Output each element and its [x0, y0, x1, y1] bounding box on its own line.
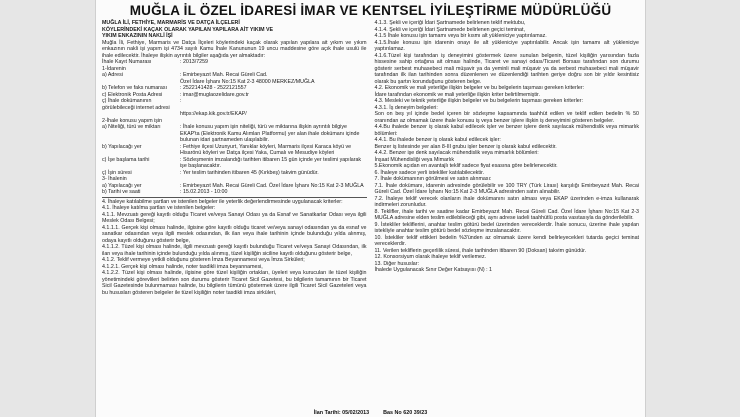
tender-detail-value: : Emirbeyazıt Mah. Recai Güreli Cad.: [180, 72, 268, 78]
article-paragraph: 10. İstekliler teklif ettikleri bedelin %3'ünden az olmamak üzere kendi belirleyecekleri tutarda geçici teminat vereceklerdir.: [374, 234, 639, 247]
criteria-paragraph: 4.1.2.1. Gerçek kişi olması halinde, noter tasdikli imza beyannamesi,: [102, 263, 263, 270]
article-paragraph: Benzer iş listesinde yer alan 8-III grubu işler benzer iş olarak kabul edilecektir.: [374, 143, 557, 150]
tender-detail-label: a) Yapılacağı yer: [102, 182, 142, 189]
article-paragraph: 9. İstekliler tekliflerini, anahtar teslim götürü bedel üzerinden vereceklerdir. İhale sonucu, üzerine ihale yapılan istekliyle anahtar teslim götürü bedel sözleşme imzalanacaktır.: [374, 221, 639, 234]
press-number: Bas No 620 39/23: [383, 410, 428, 416]
tender-detail-label: c) Elektronik Posta Adresi: [102, 91, 163, 98]
article-paragraph: İdare tarafından ekonomik ve mali yeterliğe ilişkin kriter belirtilmemiştir.: [374, 91, 540, 98]
tender-detail-row: [102, 124, 367, 144]
criteria-paragraph: 4.1.2.2. Tüzel kişi olması halinde, ilgisine göre tüzel kişiliğin ortakları, üyeleri veya kurucuları ile tüzel kişiliğin yönetimindeki görevlileri belirten son durumu gösterir Ticaret Sicil Gazetesi, bu bilgilerin tamamının bir Ticaret Sicil Gazetesinde bulunmaması halinde, bu bilgilerin tümünü göstermek üzere ilgili Ticaret Sicil Gazeteleri veya bu hususları gösteren belgeler ile tüzel kişiliğin noter tasdikli imza sirküleri,: [102, 270, 367, 296]
tender-detail-label: c) İşe başlama tarihi: [102, 156, 150, 163]
tender-detail-value: : Fethiye ilçesi Uzunyurt, Yanıklar köyleri, Marmaris ilçesi Karaca köyü ve Hisarönü köyleri ve Datça ilçesi Yaka, Cumalı ve Mesudiye köyleri: [180, 143, 352, 156]
tender-detail-label: 3- İhalenin: [102, 176, 127, 182]
tender-detail-value: Özel İdare İşhanı No:15 Kat 2-3 48000 MERKEZ/MUĞLA: [180, 78, 315, 85]
article-paragraph: 4.1.3. Şekli ve içeriği İdari Şartnamede belirlenen teklif mektubu,: [374, 20, 526, 26]
tender-detail-value: : 15.02.2013 - 10:00: [180, 189, 228, 195]
article-paragraph: 4.4.1. Bu ihalede benzer iş olarak kabul edilecek işler:: [374, 137, 501, 143]
tender-detail-label: ç) İhale dokümanının görülebileceği internet adresi: [102, 98, 170, 111]
article-paragraph: 4.4.2. Benzer işe denk sayılacak mühendislik veya mimarlık bölümleri:: [374, 150, 539, 156]
tender-detail-value: : 2522141428 - 2522121557: [180, 85, 247, 91]
intro-heading-line: YIKIM ENKAZININ NAKLİ İŞİ: [102, 33, 173, 39]
tender-detail-label: b) Tarihi ve saati: [102, 189, 141, 195]
tender-details: [102, 59, 367, 196]
intro-heading-line: KÖYLERİNDEKİ KAÇAK OLARAK YAPILAN YAPILARA AİT YIKIM VE: [102, 26, 274, 33]
left-column: [102, 20, 367, 296]
tender-detail-row: [102, 144, 367, 157]
tender-detail-label: 2-İhale konusu yapım işin: [102, 117, 163, 124]
article-paragraph: 11. Verilen tekliflerin geçerlilik süresi, ihale tarihinden itibaren 90 (Doksan) takvim günüdür.: [374, 247, 587, 254]
tender-detail-value: : Sözleşmenin imzalandığı tarihten itibaren 15 gün içinde yer teslimi yapılarak işe başlanacaktır.: [180, 156, 362, 169]
tender-detail-value: :: [180, 98, 182, 104]
criteria-paragraph: 4. İhaleye katılabilme şartları ve istenilen belgeler ile yeterlik değerlendirmesinde uygulanacak kriterler:: [102, 198, 343, 205]
article-paragraph: İnşaat Mühendisliği veya Mimarlık: [374, 156, 454, 163]
article-paragraph: 6. İhaleye sadece yerli istekliler katılabilecektir.: [374, 169, 485, 176]
article-paragraph: 7. İhale dokümanının görülmesi ve satın alınması:: [374, 176, 492, 182]
tender-detail-value: : İhale konusu yapım işin niteliği, türü ve miktarına ilişkin ayrıntılı bilgiye EKAP'ta (Elektronik Kamu Alımları Platformu) yer alan ihale dokümanı içinde bulunan idari şartnameden ulaşılabilir.: [180, 124, 360, 143]
intro-heading-line: MUĞLA İLİ, FETHİYE, MARMARİS VE DATÇA İLÇELERİ: [102, 20, 240, 26]
article-paragraph: 4.3.1. İş deneyim belgeleri:: [374, 104, 438, 111]
article-paragraph: 4.1.6.Tüzel kişi tarafından iş deneyimini göstermek üzere sunulan belgenin, tüzel kişiliğin yarısından fazla hissesine sahip ortağına ait olması halinde, Ticaret ve sanayi odası/Ticaret Borsası tarafından son durumu gösterir serbest muhasebeci mali müşavir ya da yeminli mali müşavir ya da serbest muhasebeci mali müşavir tarafından ilk ilan tarihinden sonra düzenlenen ve düzenlendiği tarihten geriye doğru son bir yıldır kesintisiz olarak bu şartın korunduğunu gösteren belge.: [374, 52, 639, 85]
article-paragraph: 8. Teklifler, ihale tarihi ve saatine kadar Emirbeyazıt Mah. Recai Güreli Cad. Özel İdare İşhanı No:15 Kat 2-3 MUĞLA adresine elden teslim edilebileceği gibi, aynı adrese iadeli taahhütlü posta vasıtasıyla da gönderilebilir.: [374, 208, 639, 221]
tender-detail-value: : Emirbeyazıt Mah. Recai Güreli Cad. Özel İdare İşhanı No:15 Kat 2-3 MUĞLA: [180, 182, 364, 189]
tender-detail-label: a) Niteliği, türü ve miktarı: [102, 124, 161, 130]
clipping-footer: [102, 410, 639, 416]
intro-paragraph: Muğla İli, Fethiye, Marmaris ve Datça İlçeleri köylerindeki kaçak olarak yapılan yapılara ait yıkım ve yıkım enkazının nakli işi yapım işi 4734 sayılı Kamu İhale Kanununun 19 uncu maddesine göre açık ihale usulü ile ihale edilecektir. İhaleye ilişkin ayrıntılı bilgiler aşağıda yer almaktadır:: [102, 39, 367, 59]
article-paragraph: 4.2. Ekonomik ve mali yeterliğe ilişkin belgeler ve bu belgelerin taşıması gereken kriterler:: [374, 85, 585, 91]
tender-detail-value: : 2013/7259: [180, 59, 208, 65]
tender-detail-value: : imar@muglaozelidare.gov.tr: [180, 91, 249, 98]
criteria-paragraph: 4.1. İhaleye katılma şartları ve istenilen belgeler:: [102, 205, 216, 211]
tender-detail-value: : Yer teslim tarihinden itibaren 45 (Kırkbeş) takvim günüdür.: [180, 169, 319, 176]
tender-detail-label: a) Adresi: [102, 72, 123, 78]
announcement-body: [102, 20, 639, 296]
article-paragraph: Son on beş yıl içinde bedel içeren bir sözleşme kapsamında taahhüt edilen ve teklif edilen bedelin % 50 oranından az olmamak üzere ihale konusu iş veya benzer işlere ilişkin iş deneyimini gösteren belgeler.: [374, 111, 639, 124]
article-paragraph: 7.1. İhale dokümanı, idarenin adresinde görülebilir ve 100 TRY (Türk Lirası) karşılığı Emirbeyazıt Mah. Recai Güreli Cad. Özel İdare İşhanı No:15 Kat 2-3 MUĞLA adresinden satın alınabilir.: [374, 182, 639, 195]
page-title: MUĞLA İL ÖZEL İDARESİ İMAR VE KENTSEL İYİLEŞTİRME MÜDÜRLÜĞÜ: [129, 3, 612, 18]
criteria-paragraph: 4.1.1.2. Tüzel kişi olması halinde, ilgili mevzuatı gereği kayıtlı bulunduğu Ticaret ve/veya Sanayi Odasından, ilk ilan veya ihale tarihinin içinde bulunduğu yılda alınmış, tüzel kişiliğin siciline kayıtlı olduğunu gösterir belge,: [102, 244, 367, 257]
intro-heading: [102, 20, 367, 40]
tender-detail-label: b) Yapılacağı yer: [102, 143, 142, 150]
article-paragraph: 7.2. İhaleye teklif verecek olanların ihale dokümanını satın alması veya EKAP üzerinden e-imza kullanarak indirmeleri zorunludur.: [374, 195, 639, 208]
tender-detail-row: [102, 98, 367, 111]
announcement-date: İlan Tarihi: 05/02/2013: [313, 410, 370, 416]
article-paragraph: 4.1.5 İhale konusu işin tamamı veya bir kısmı alt yükleniciye yaptırılamaz.: [374, 33, 547, 39]
article-paragraph: 12. Konsorsiyum olarak ihaleye teklif verilemez.: [374, 254, 487, 260]
tender-detail-label: b) Telefon ve faks numarası: [102, 85, 167, 91]
newspaper-clipping: [95, 0, 646, 417]
criteria-paragraph: 4.1.1.1. Gerçek kişi olması halinde, ilgisine göre kayıtlı olduğu ticaret ve/veya sanayi odasından ya da esnaf ve sanatkar odasından veya ilgili meslek odasından, ilk ilan veya ihale tarihinin içinde bulunduğu yılda alınmış, odaya kayıtlı olduğunu gösterir belge,: [102, 224, 367, 244]
article-paragraph: 5.Ekonomik açıdan en avantajlı teklif sadece fiyat esasına göre belirlenecektir.: [374, 163, 558, 169]
tender-detail-label: İhale Kayıt Numarası: [102, 59, 152, 65]
article-paragraph: 4.1.5.İhale konusu işin idarenin onayı ile alt yükleniciye yaptırılabilir. Ancak işin tamamı alt yükleniciye yaptırılamaz.: [374, 39, 639, 52]
tender-detail-label: ç) İşin süresi: [102, 169, 132, 176]
tender-detail-value: https://ekap.kik.gov.tr/EKAP/: [180, 111, 247, 117]
article-paragraph: 4.4.Bu ihalede benzer iş olarak kabul edilecek işler ve benzer işlere denk sayılacak mühendislik veya mimarlık bölümleri:: [374, 124, 639, 137]
right-column: [375, 20, 640, 296]
tender-detail-row: [102, 189, 367, 196]
article-paragraph: 4.3. Mesleki ve teknik yeterliğe ilişkin belgeler ve bu belgelerin taşıması gereken kriterler:: [374, 98, 583, 104]
article-paragraph: İhalede Uygulanacak Sınır Değer Katsayısı (N) : 1: [374, 267, 492, 273]
tender-detail-label: 1-İdarenin: [102, 65, 126, 72]
criteria-paragraph: 4.1.1. Mevzuatı gereği kayıtlı olduğu Ticaret ve/veya Sanayi Odası ya da Esnaf ve Sanatkarlar Odası veya ilgili Meslek Odası Belgesi;: [102, 211, 367, 224]
eligibility-criteria: [102, 199, 367, 297]
divider: [102, 197, 367, 198]
article-paragraph: 13. Diğer hususlar:: [374, 260, 419, 267]
article-paragraph: 4.1.4. Şekli ve içeriği İdari Şartnamede belirlenen geçici teminat,: [374, 26, 525, 33]
criteria-paragraph: 4.1.2. Teklif vermeye yetkili olduğunu gösteren İmza Beyannamesi veya İmza Sirküleri;: [102, 257, 305, 263]
tender-detail-row: [102, 157, 367, 170]
